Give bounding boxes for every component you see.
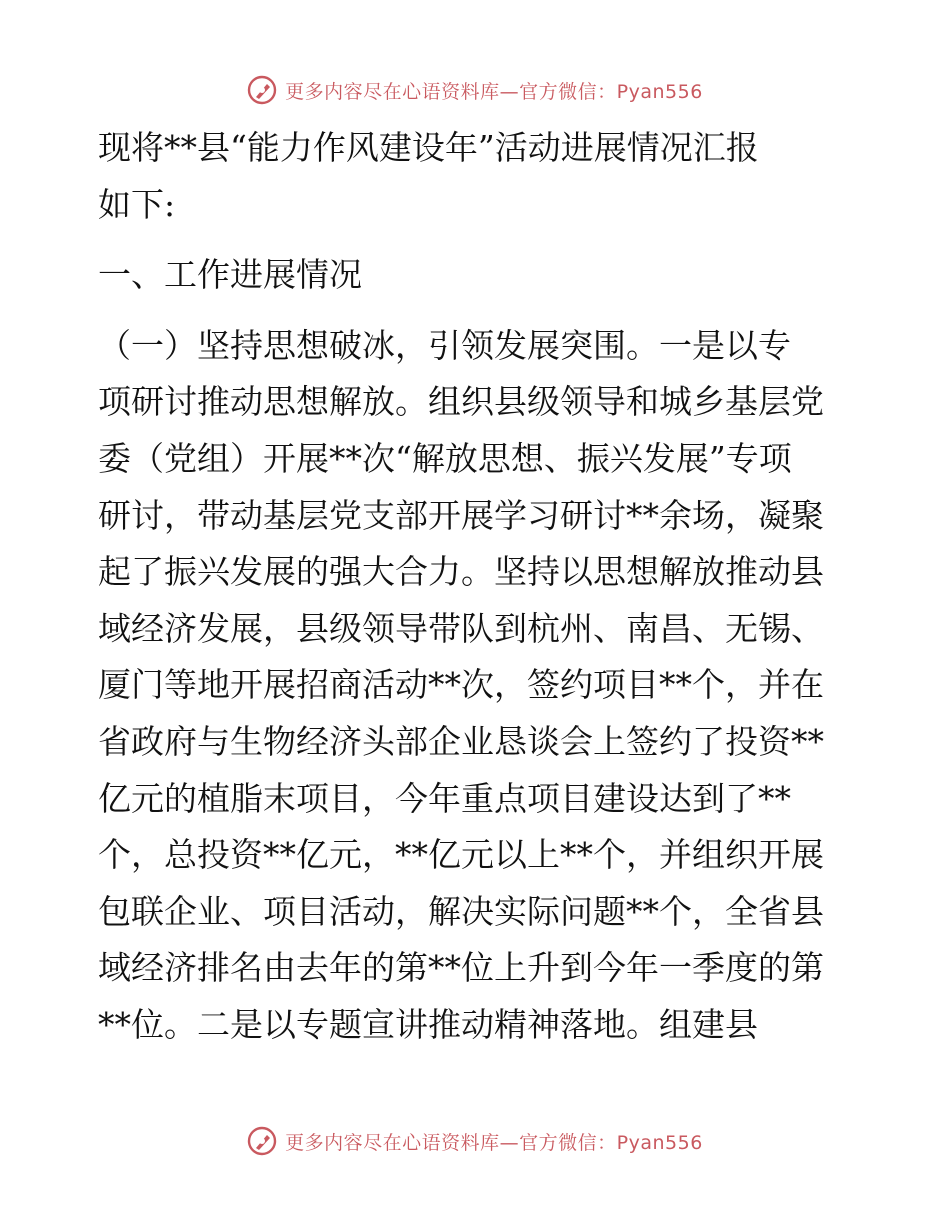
paragraph-line: 项研讨推动思想解放。组织县级领导和城乡基层党 [98,382,824,422]
paragraph-line: 研讨，带动基层党支部开展学习研讨**余场，凝聚 [98,495,824,535]
watermark-text: 更多内容尽在心语资料库—官方微信：Pyan556 [285,1131,703,1154]
paragraph-line: 委（党组）开展**次“解放思想、振兴发展”专项 [98,438,792,478]
paragraph-line: 现将**县“能力作风建设年”活动进展情况汇报 [98,128,759,167]
paragraph-line: 域经济排名由去年的第**位上升到今年一季度的第 [98,948,824,988]
paragraph-line: 亿元的植脂末项目，今年重点项目建设达到了** [98,778,791,818]
paragraph-line: **位。二是以专题宣讲推动精神落地。组建县 [98,1004,758,1044]
paragraph-line: 域经济发展，县级领导带队到杭州、南昌、无锡、 [98,608,824,648]
paragraph-line: 包联企业、项目活动，解决实际问题**个，全省县 [98,891,824,931]
paragraph-line: 如下: [98,184,176,224]
section-heading: 一、工作进展情况 [98,255,362,295]
paragraph-line: （一）坚持思想破冰，引领发展突围。一是以专 [98,325,791,365]
document-body [98,120,850,1054]
pen-logo-icon [247,75,277,105]
watermark-text: 更多内容尽在心语资料库—官方微信：Pyan556 [285,80,703,103]
pen-logo-icon [247,1126,277,1156]
paragraph-line: 起了振兴发展的强大合力。坚持以思想解放推动县 [98,552,824,592]
paragraph-line: 省政府与生物经济头部企业恳谈会上签约了投资** [98,721,824,761]
paragraph-line: 厦门等地开展招商活动**次，签约项目**个，并在 [98,665,824,705]
paragraph-line: 个，总投资**亿元，**亿元以上**个，并组织开展 [98,835,824,875]
watermark-footer [0,1121,950,1161]
watermark-header [0,70,950,110]
